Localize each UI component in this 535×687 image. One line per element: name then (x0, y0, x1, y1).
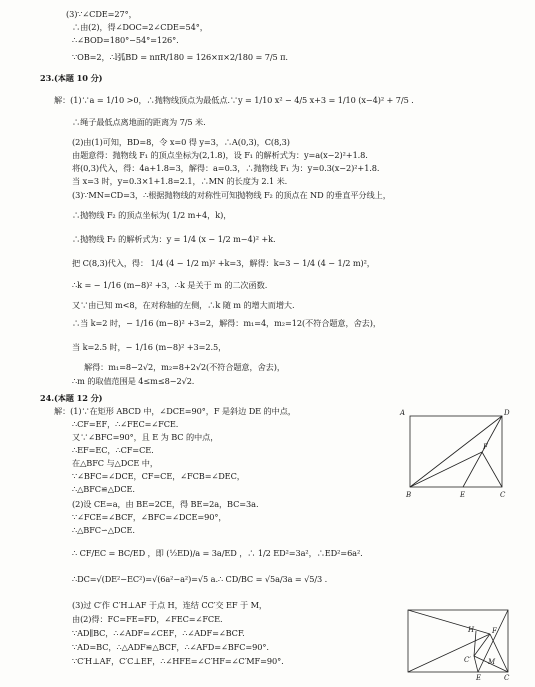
q24-line-11: ∴ CF/EC = BC/ED ，即 (½ED)/a = 3a/ED ，∴ 1/2 ED²=3a²，∴ED²=6a². (72, 548, 363, 558)
segment-bf (410, 452, 482, 487)
q23-line-5: 将(0,3)代入，得：4a+1.8=3，解得：a=0.3，∴抛物线 F₁ 为：y=0.3(x−2)²+1.8. (72, 163, 380, 173)
q23-line-4: 由题意得：抛物线 F₁ 的顶点坐标为(2,1.8)，设 F₁ 的解析式为：y=a(x−2)²+1.8. (72, 150, 368, 160)
q24-line-7: ∴△BFC≌△DCE. (72, 484, 135, 494)
q23-line-8: ∴抛物线 F₂ 的顶点坐标为( 1/2 m+4，k)， (72, 210, 232, 220)
q24-line-12: ∴DC=√(DE²−EC²)=√(6a²−a²)=√5 a.∴ CD/BC = √5a/3a = √5/3 . (72, 574, 328, 584)
segment-af (408, 610, 490, 634)
q23-title: 23.(本题 10 分) (40, 73, 103, 83)
q24-line-9: ∵∠FCE=∠BCF，∠BFC=∠DCE=90°， (72, 512, 227, 522)
geometry-figure-1 (398, 408, 516, 500)
q24-line-6: ∵∠BFC=∠DCE，CF=CE，∠FCB=∠DEC， (72, 471, 245, 481)
label-e: E (460, 491, 466, 499)
label-c2: C (504, 674, 510, 682)
q23-line-15: 解得：m₁=8−2√2，m₂=8+2√2(不符合题意，舍去)， (84, 362, 285, 372)
q24-line-3: 又∵∠BFC=90°，且 E 为 BC 的中点， (72, 432, 219, 442)
q23-line-3: (2)由(1)可知，BD=8，令 x=0 得 y=3，∴A(0,3)，C(8,3) (72, 137, 290, 147)
q24-title: 24.(本题 12 分) (40, 393, 103, 403)
q24-line-17: ∵C′H⊥AF，C′C⊥EF，∴∠HFE=∠C′HF=∠C′MF=90°. (72, 656, 284, 666)
label-d: D (504, 409, 510, 417)
label-f: F (483, 443, 488, 451)
q24-line-1: 解：(1)∵在矩形 ABCD 中，∠DCE=90°，F 是斜边 DE 的中点， (54, 406, 296, 416)
q24-line-15: ∵AD∥BC，∴∠ADF=∠CEF，∴∠ADF=∠BCF. (72, 628, 245, 638)
segment-bf (408, 634, 490, 672)
q23-line-6: 当 x=3 时，y=0.3×1+1.8=2.1，∴MN 的长度为 2.1 米. (72, 176, 288, 186)
q23-line-14: 当 k=2.5 时，− 1/16 (m−8)² +3=2.5， (72, 342, 227, 352)
label-e2: E (476, 674, 482, 682)
geometry-figure-2 (404, 604, 516, 682)
q24-line-13: (3)过 C′作 C′H⊥AF 于点 H，连结 CC′交 EF 于 M， (72, 600, 267, 610)
q23-line-9: ∴抛物线 F₂ 的解析式为：y = 1/4 (x − 1/2 m−4)² +k. (72, 234, 276, 244)
q23-line-11: ∴k = − 1/16 (m−8)² +3，∴k 是关于 m 的二次函数. (72, 280, 268, 290)
q24-line-14: 由(2)得：FC=FE=FD，∠FEC=∠FCE. (72, 614, 223, 624)
label-h: H (468, 626, 475, 634)
q22-line-4: ∵OB=2，∴l弧BD = nπR/180 = 126×π×2/180 = 7/5 π. (72, 52, 288, 62)
label-m: M (488, 658, 496, 666)
q23-line-12: 又∵由已知 m<8，在对称轴的左侧，∴k 随 m 的增大而增大. (72, 300, 295, 310)
q23-line-10: 把 C(8,3)代入，得： 1/4 (4 − 1/2 m)² +k=3，解得：k=3 − 1/4 (4 − 1/2 m)²， (72, 258, 375, 268)
q24-line-4: ∴EF=EC，∴CF=CE. (72, 445, 154, 455)
q23-line-7: (3)∵MN=CD=3，∴根据抛物线的对称性可知抛物线 F₂ 的顶点在 ND 的垂直平分线上， (72, 190, 391, 200)
segment-fc (490, 634, 508, 672)
label-a: A (400, 409, 406, 417)
q23-line-16: ∴m 的取值范围是 4≤m≤8−2√2. (72, 376, 195, 386)
label-f2: F (492, 627, 497, 635)
label-c: C (500, 491, 506, 499)
q24-line-10: ∴△BFC∽△DCE. (72, 525, 135, 535)
q24-line-16: ∵AD=BC，∴△ADF≌△BCF，∴∠AFD=∠BFC=90°. (72, 642, 269, 652)
q24-line-5: 在△BFC 与△DCE 中， (72, 458, 158, 468)
segment-e-c-prime (474, 656, 478, 672)
q24-line-8: (2)设 CE=a，由 BE=2CE，得 BE=2a，BC=3a. (72, 499, 259, 509)
q23-line-1: 解：(1)∵a = 1/10 >0，∴抛物线顶点为最低点.∵y = 1/10 x² − 4/5 x+3 = 1/10 (x−4)² + 7/5 . (54, 95, 414, 105)
q23-line-2: ∴绳子最低点离地面的距离为 7/5 米. (72, 117, 206, 127)
segment-c-prime-h (474, 631, 476, 656)
label-b: B (406, 491, 412, 499)
q22-line-1: (3)∵∠CDE=27°， (66, 9, 137, 19)
q22-line-2: ∴由(2)，得∠DOC=2∠CDE=54°， (72, 22, 208, 32)
segment-bd (410, 416, 502, 487)
q22-line-3: ∴∠BOD=180°−54°=126°. (72, 35, 179, 45)
q24-line-2: ∴CF=EF，∴∠FEC=∠FCE. (72, 419, 179, 429)
segment-fc (482, 452, 502, 487)
label-c-prime: C′ (464, 656, 471, 664)
q23-line-13: ∴当 k=2 时，− 1/16 (m−8)² +3=2，解得：m₁=4，m₂=12(不符合题意，舍去)， (72, 318, 381, 328)
